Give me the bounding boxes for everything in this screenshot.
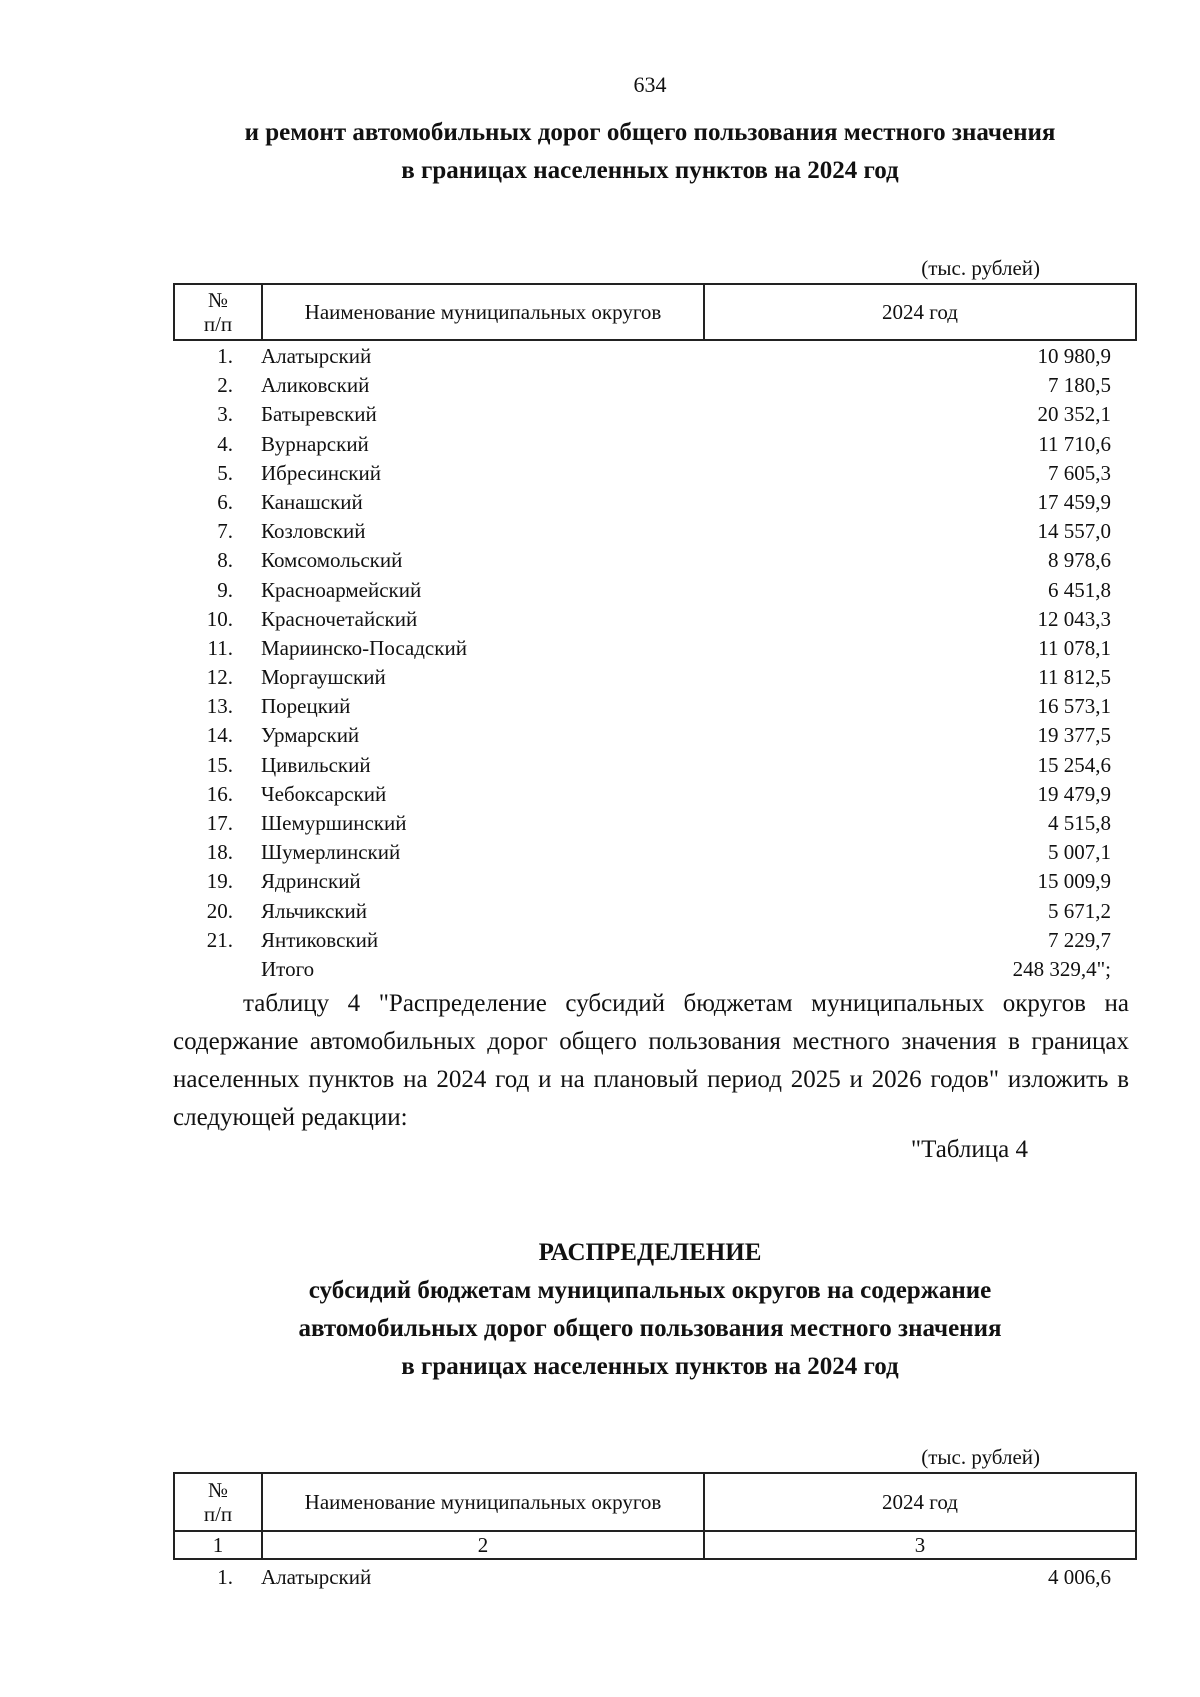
units-label: (тыс. рублей) xyxy=(921,256,1040,280)
district-name: Мариинско-Посадский xyxy=(261,635,467,660)
row-number: 1. xyxy=(217,1565,233,1589)
row-number: 10. xyxy=(206,606,233,631)
units-label-2: (тыс. рублей) xyxy=(921,1445,1040,1469)
district-name: Урмарский xyxy=(261,723,360,748)
district-name: Итого xyxy=(261,956,315,981)
row-value: 5 007,1 xyxy=(1048,840,1111,865)
section-heading-line: автомобильных дорог общего пользования местного значения xyxy=(298,1315,1002,1342)
row-value: 14 557,0 xyxy=(1037,519,1111,544)
district-name: Батыревский xyxy=(261,402,377,427)
row-value: 11 812,5 xyxy=(1038,665,1111,690)
row-value: 7 180,5 xyxy=(1048,373,1111,398)
section-heading-line: субсидий бюджетам муниципальных округов на содержание xyxy=(308,1277,992,1304)
row-value: 4 006,6 xyxy=(1048,1565,1111,1589)
table-row xyxy=(173,576,1137,605)
row-number: 9. xyxy=(217,577,233,602)
row-number: 18. xyxy=(206,840,233,865)
row-number: 20. xyxy=(206,898,233,923)
row-value: 11 710,6 xyxy=(1038,431,1111,456)
row-number: 15. xyxy=(206,752,233,777)
table-row xyxy=(173,342,1137,371)
district-name: Шемуршинский xyxy=(261,811,407,835)
district-name: Красноармейский xyxy=(261,577,422,602)
table-row xyxy=(173,400,1137,429)
row-number: 2. xyxy=(217,373,233,398)
colnum-1: 1 xyxy=(174,1531,262,1559)
row-value: 17 459,9 xyxy=(1037,489,1111,514)
table-row xyxy=(173,546,1137,575)
row-value: 248 329,4"; xyxy=(1012,956,1111,981)
row-number: 12. xyxy=(206,665,233,690)
table-row xyxy=(173,692,1137,721)
header-num xyxy=(174,1473,262,1531)
row-value: 10 980,9 xyxy=(1037,344,1111,368)
header-name: Наименование муниципальных округов xyxy=(262,284,704,340)
row-value: 12 043,3 xyxy=(1037,606,1111,631)
table-row xyxy=(173,780,1137,809)
table-row xyxy=(173,488,1137,517)
section-heading-title: РАСПРЕДЕЛЕНИЕ xyxy=(538,1239,762,1266)
table-row xyxy=(173,605,1137,634)
row-number: 13. xyxy=(206,694,233,719)
row-value: 7 605,3 xyxy=(1048,460,1111,485)
district-name: Аликовский xyxy=(261,373,370,398)
district-name: Яльчикский xyxy=(261,898,367,923)
row-value: 19 479,9 xyxy=(1037,781,1111,806)
table-row xyxy=(173,867,1137,896)
district-name: Ибресинский xyxy=(261,460,381,485)
district-name: Канашский xyxy=(261,489,363,514)
header-num-line2: п/п xyxy=(203,312,233,336)
colnum-2: 2 xyxy=(262,1531,704,1559)
row-number: 8. xyxy=(217,548,233,573)
row-value: 8 978,6 xyxy=(1048,548,1111,573)
row-number: 5. xyxy=(217,460,233,485)
top-heading-line: и ремонт автомобильных дорог общего пользования местного значения xyxy=(244,119,1056,146)
row-number: 6. xyxy=(217,489,233,514)
district-name: Шумерлинский xyxy=(261,840,401,865)
table-row xyxy=(173,809,1137,838)
row-number: 14. xyxy=(206,723,233,748)
row-number: 21. xyxy=(206,927,233,952)
district-name: Ядринский xyxy=(261,869,361,894)
district-name: Алатырский xyxy=(261,1565,372,1589)
table-row xyxy=(173,459,1137,488)
row-number: 17. xyxy=(206,811,233,835)
row-value: 20 352,1 xyxy=(1037,402,1111,427)
table-row xyxy=(173,634,1137,663)
paragraph-text: таблицу 4 "Распределение субсидий бюджетам муниципальных округов на содержание автомобильных дорог общего пользования местного значения в границах населенных пунктов на 2024 год и на плановый период 2025 и 2026 годов" изложить в следующей редакции: xyxy=(173,990,1129,1131)
row-value: 6 451,8 xyxy=(1048,577,1111,602)
header-year: 2024 год xyxy=(704,1473,1136,1531)
section-heading-line: в границах населенных пунктов на 2024 год xyxy=(401,1353,899,1380)
header-num-line2: п/п xyxy=(203,1502,233,1526)
row-number: 1. xyxy=(217,344,233,368)
district-name: Янтиковский xyxy=(261,927,379,952)
district-name: Красночетайский xyxy=(261,606,418,631)
table-row xyxy=(173,430,1137,459)
header-num-line1: № xyxy=(207,1478,229,1502)
district-name: Чебоксарский xyxy=(261,781,387,806)
row-value: 5 671,2 xyxy=(1048,898,1111,923)
table-row xyxy=(173,663,1137,692)
row-number: 11. xyxy=(207,635,233,660)
table-row xyxy=(173,517,1137,546)
page-number: 634 xyxy=(633,72,667,97)
row-number: 16. xyxy=(206,781,233,806)
row-number: 4. xyxy=(217,431,233,456)
district-name: Козловский xyxy=(261,519,366,544)
top-heading-line: в границах населенных пунктов на 2024 год xyxy=(401,157,899,184)
header-num-line1: № xyxy=(207,288,229,312)
district-name: Алатырский xyxy=(261,344,372,368)
row-number: 19. xyxy=(206,869,233,894)
district-name: Цивильский xyxy=(261,752,371,777)
row-value: 7 229,7 xyxy=(1048,927,1111,952)
section-heading xyxy=(0,1234,1200,1386)
header-year: 2024 год xyxy=(704,284,1136,340)
table-row xyxy=(173,721,1137,750)
table-row xyxy=(173,1563,1137,1592)
row-value: 16 573,1 xyxy=(1037,694,1111,719)
table-row xyxy=(173,838,1137,867)
row-number: 7. xyxy=(217,519,233,544)
row-number xyxy=(173,955,233,984)
header-num xyxy=(174,284,262,340)
table-row xyxy=(173,751,1137,780)
header-name: Наименование муниципальных округов xyxy=(262,1473,704,1531)
district-name: Моргаушский xyxy=(261,665,386,690)
district-name: Порецкий xyxy=(261,694,351,719)
table-row xyxy=(173,955,1137,984)
row-value: 15 254,6 xyxy=(1037,752,1111,777)
top-heading xyxy=(0,114,1200,190)
row-value: 19 377,5 xyxy=(1037,723,1111,748)
paragraph xyxy=(173,985,1129,1137)
row-number: 3. xyxy=(217,402,233,427)
table4-body xyxy=(173,1563,1137,1592)
row-value: 11 078,1 xyxy=(1038,635,1111,660)
table3-body xyxy=(173,342,1137,984)
row-value: 15 009,9 xyxy=(1037,869,1111,894)
table3-header xyxy=(173,283,1137,341)
table-row xyxy=(173,371,1137,400)
table-row xyxy=(173,926,1137,955)
district-name: Комсомольский xyxy=(261,548,403,573)
row-value: 4 515,8 xyxy=(1048,811,1111,835)
district-name: Вурнарский xyxy=(261,431,369,456)
colnum-3: 3 xyxy=(704,1531,1136,1559)
table4-header xyxy=(173,1472,1137,1560)
table-row xyxy=(173,897,1137,926)
table4-label: "Таблица 4 xyxy=(910,1136,1028,1163)
